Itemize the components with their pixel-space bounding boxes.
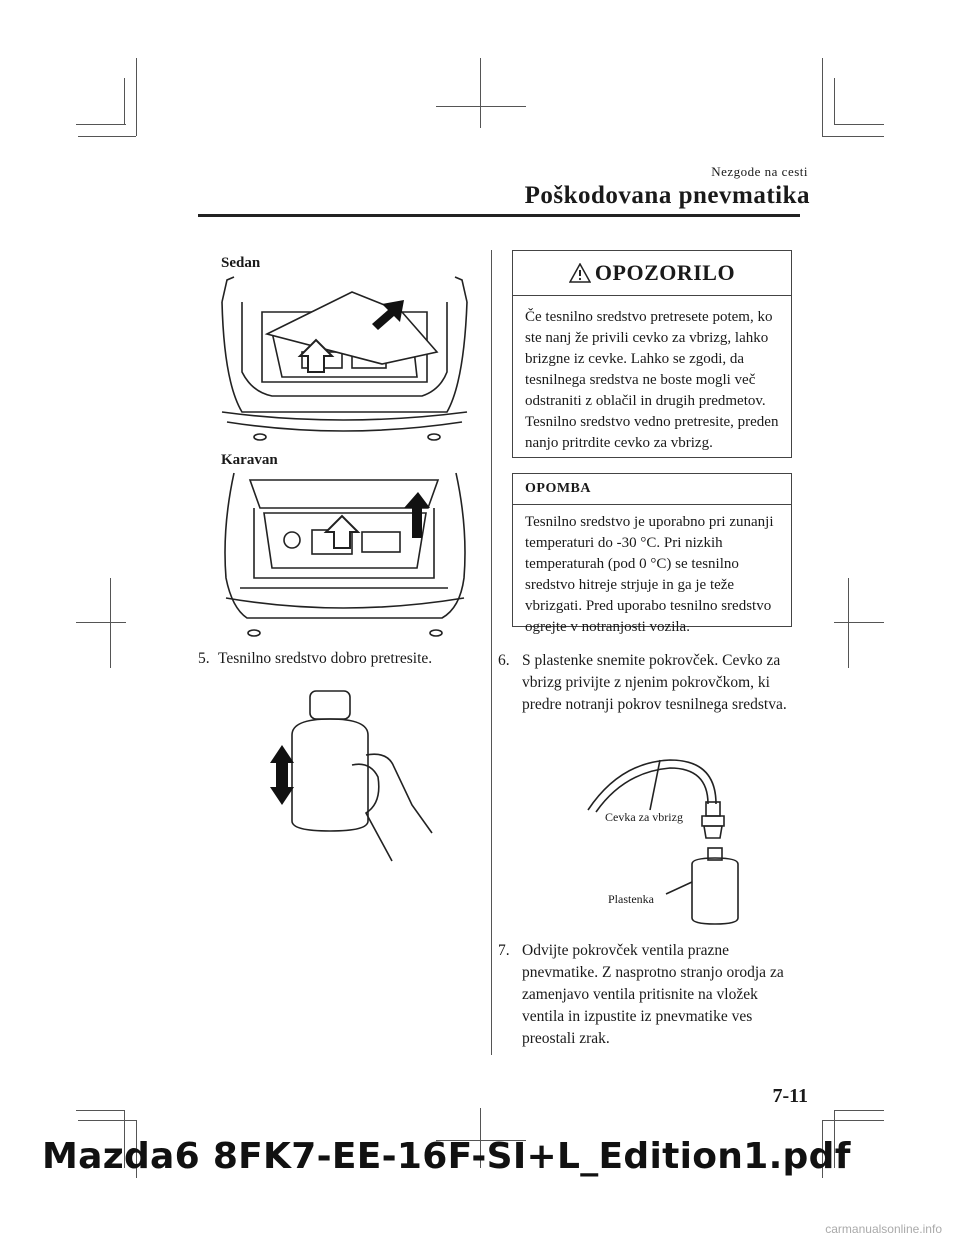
page-number: 7-11 — [772, 1085, 808, 1107]
bottle-shake-illustration — [262, 685, 442, 865]
note-box — [512, 473, 792, 635]
figure-label-wagon: Karavan — [221, 452, 278, 468]
step-6 — [498, 650, 793, 716]
warning-text: Če tesnilno sredstvo pretresete potem, ko ste nanj že privili cevko za vbrizg, lahko brizgne iz cevke. Lahko se zgodi, da tesnilnega sredstva ne boste mogli več odstraniti z oblačil in drugih predmetov. Tesnilno sredstvo vedno pretresite, preden nanjo pritrdite cevko za vbrizg. — [525, 309, 779, 451]
warning-header — [513, 251, 791, 296]
step-5 — [198, 648, 483, 670]
header-rule — [198, 214, 800, 217]
step-6-text: S plastenke snemite pokrovček. Cevko za vbrizg privijte z njenim pokrovčkom, ki predre notranji pokrov tesnilnega sredstva. — [522, 652, 787, 713]
warning-title: OPOZORILO — [594, 260, 736, 285]
step-7-number: 7. — [498, 942, 510, 959]
footer-filename: Mazda6 8FK7-EE-16F-SI+L_Edition1.pdf — [42, 1136, 851, 1177]
callout-bottle: Plastenka — [608, 892, 654, 906]
section-label: Nezgode na cesti — [711, 164, 808, 179]
page-title: Poškodovana pnevmatika — [524, 182, 810, 209]
warning-triangle-icon — [569, 263, 591, 283]
step-6-number: 6. — [498, 652, 510, 669]
step-7 — [498, 940, 793, 1050]
wagon-trunk-illustration — [212, 468, 477, 640]
warning-box — [512, 250, 792, 458]
note-text: Tesnilno sredstvo je uporabno pri zunanji temperaturi do -30 °C. Pri nizkih temperaturah (pod 0 °C) se tesnilno sredstvo hitreje strjuje in ga je teže vbrizgati. Pred uporabo tesnilno sredstvo ogrejte v notranjosti vozila. — [525, 514, 774, 635]
callout-hose: Cevka za vbrizg — [605, 810, 683, 824]
sedan-trunk-illustration — [212, 272, 477, 444]
watermark: carmanualsonline.info — [825, 1222, 942, 1236]
column-divider — [491, 250, 492, 1055]
step-5-text: Tesnilno sredstvo dobro pretresite. — [218, 650, 433, 667]
note-title: OPOMBA — [513, 474, 791, 505]
figure-label-sedan: Sedan — [221, 255, 261, 271]
step-7-text: Odvijte pokrovček ventila prazne pnevmatike. Z nasprotno stranjo orodja za zamenjavo ventila pritisnite na vložek ventila in izpustite iz pnevmatike ves preostali zrak. — [522, 942, 784, 1047]
step-5-number: 5. — [198, 650, 210, 667]
